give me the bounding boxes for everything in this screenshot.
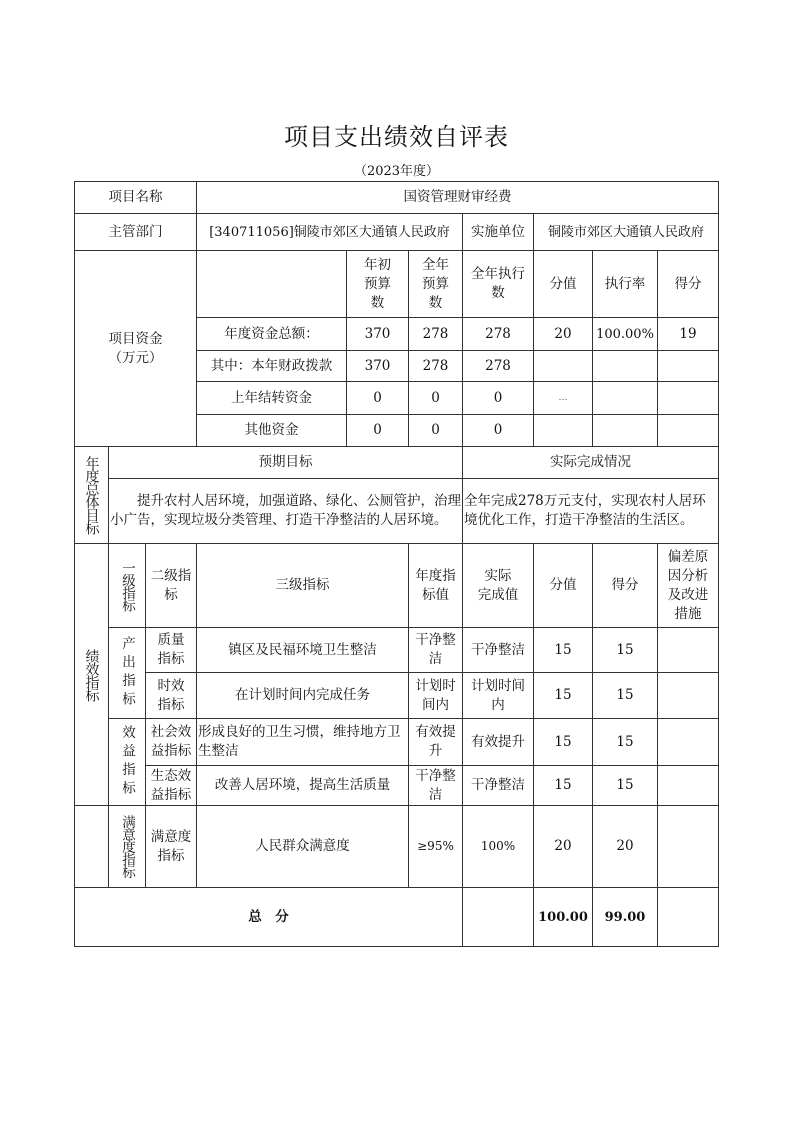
funds-score-value: … <box>533 381 593 415</box>
funds-rate <box>592 414 658 447</box>
level1-satisfaction: 满意度指标 <box>108 805 146 888</box>
funds-row-label: 年度资金总额： <box>196 317 347 351</box>
perf-score: 15 <box>592 672 658 719</box>
perf-target: 计划时 间内 <box>408 672 463 719</box>
funds-initial: 370 <box>346 350 409 382</box>
perf-level3: 在计划时间内完成任务 <box>196 672 409 719</box>
perf-actual: 干净整洁 <box>462 765 534 806</box>
funds-score-value <box>533 414 593 447</box>
funds-executed: 0 <box>462 414 534 447</box>
funds-executed: 278 <box>462 350 534 382</box>
perf-level3: 改善人居环境，提高生活质量 <box>196 765 409 806</box>
perf-header-actual: 实际 完成值 <box>462 543 534 628</box>
perf-actual: 干净整洁 <box>462 627 534 673</box>
perf-score-value: 20 <box>533 805 593 888</box>
perf-level3: 人民群众满意度 <box>196 805 409 888</box>
funds-header-score: 得分 <box>657 250 719 318</box>
page-title: 项目支出绩效自评表 <box>284 123 509 151</box>
funds-rate <box>592 381 658 415</box>
perf-target: 干净整 洁 <box>408 765 463 806</box>
total-blank <box>462 887 534 947</box>
funds-header-score-value: 分值 <box>533 250 593 318</box>
project-name-label: 项目名称 <box>74 181 197 214</box>
funds-header-executed: 全年执行 数 <box>462 250 534 318</box>
funds-row-label: 上年结转资金 <box>196 381 347 415</box>
funds-executed: 278 <box>462 317 534 351</box>
goals-section-label: 年度总体目标 <box>74 446 109 544</box>
funds-header-blank <box>196 250 347 318</box>
fiscal-year: （2023年度） <box>353 164 440 179</box>
funds-score: 19 <box>657 317 719 351</box>
perf-score: 15 <box>592 627 658 673</box>
goals-expected-text: 提升农村人居环境，加强道路、绿化、公厕管护，治理小广告，实现垃圾分类管理、打造干净整洁的人居环境。 <box>108 478 463 544</box>
funds-row-label: 其他资金 <box>196 414 347 447</box>
funds-annual: 278 <box>408 317 463 351</box>
funds-annual: 0 <box>408 414 463 447</box>
perf-deviation <box>657 672 719 719</box>
perf-target: ≥95% <box>408 805 463 888</box>
perf-level2: 时效 指标 <box>145 672 197 719</box>
perf-header-target: 年度指 标值 <box>408 543 463 628</box>
perf-header-level3: 三级指标 <box>196 543 409 628</box>
perf-score: 15 <box>592 718 658 766</box>
perf-score-value: 15 <box>533 718 593 766</box>
perf-deviation <box>657 805 719 888</box>
funds-annual: 278 <box>408 350 463 382</box>
total-label: 总 分 <box>74 887 463 947</box>
perf-deviation <box>657 765 719 806</box>
funds-executed: 0 <box>462 381 534 415</box>
funds-header-initial: 年初 预算 数 <box>346 250 409 318</box>
goals-expected-header: 预期目标 <box>108 446 463 479</box>
funds-score <box>657 350 719 382</box>
perf-actual: 计划时间 内 <box>462 672 534 719</box>
total-deviation <box>657 887 719 947</box>
funds-score <box>657 381 719 415</box>
total-score-value: 100.00 <box>533 887 593 947</box>
funds-annual: 0 <box>408 381 463 415</box>
funds-section-label: 项目资金 （万元） <box>74 250 197 447</box>
funds-score-value <box>533 350 593 382</box>
funds-score <box>657 414 719 447</box>
goals-actual-text: 全年完成278万元支付，实现农村人居环境优化工作，打造干净整洁的生活区。 <box>462 478 719 544</box>
perf-level2: 生态效 益指标 <box>145 765 197 806</box>
project-name-value: 国资管理财审经费 <box>196 181 719 214</box>
level1-output: 产出指标 <box>108 627 146 719</box>
level1-benefit: 效益指标 <box>108 718 146 806</box>
perf-actual: 有效提升 <box>462 718 534 766</box>
perf-header-score-value: 分值 <box>533 543 593 628</box>
perf-header-deviation: 偏差原 因分析 及改进 措施 <box>657 543 719 628</box>
funds-score-value: 20 <box>533 317 593 351</box>
funds-rate <box>592 350 658 382</box>
perf-header-score: 得分 <box>592 543 658 628</box>
impl-label: 实施单位 <box>462 213 534 251</box>
impl-value: 铜陵市郊区大通镇人民政府 <box>533 213 719 251</box>
perf-deviation <box>657 627 719 673</box>
funds-header-annual: 全年 预算 数 <box>408 250 463 318</box>
goals-actual-header: 实际完成情况 <box>462 446 719 479</box>
funds-row-label: 其中：本年财政拨款 <box>196 350 347 382</box>
perf-deviation <box>657 718 719 766</box>
perf-header-level1: 一级指标 <box>108 543 146 628</box>
perf-score-value: 15 <box>533 672 593 719</box>
dept-value: [340711056]铜陵市郊区大通镇人民政府 <box>196 213 463 251</box>
satisfaction-blank <box>74 805 109 888</box>
perf-actual: 100% <box>462 805 534 888</box>
funds-initial: 0 <box>346 381 409 415</box>
perf-score: 15 <box>592 765 658 806</box>
perf-target: 有效提 升 <box>408 718 463 766</box>
perf-level2: 社会效 益指标 <box>145 718 197 766</box>
funds-rate: 100.00% <box>592 317 658 351</box>
perf-score-value: 15 <box>533 627 593 673</box>
perf-score-value: 15 <box>533 765 593 806</box>
funds-initial: 0 <box>346 414 409 447</box>
performance-section-label: 绩效指标 <box>74 543 109 806</box>
perf-score: 20 <box>592 805 658 888</box>
perf-target: 干净整 洁 <box>408 627 463 673</box>
funds-initial: 370 <box>346 317 409 351</box>
perf-level3: 形成良好的卫生习惯，维持地方卫生整洁 <box>196 718 409 766</box>
total-score: 99.00 <box>592 887 658 947</box>
perf-level3: 镇区及民福环境卫生整洁 <box>196 627 409 673</box>
funds-header-rate: 执行率 <box>592 250 658 318</box>
dept-label: 主管部门 <box>74 213 197 251</box>
perf-level2: 满意度 指标 <box>145 805 197 888</box>
perf-level2: 质量 指标 <box>145 627 197 673</box>
perf-header-level2: 二级指 标 <box>145 543 197 628</box>
